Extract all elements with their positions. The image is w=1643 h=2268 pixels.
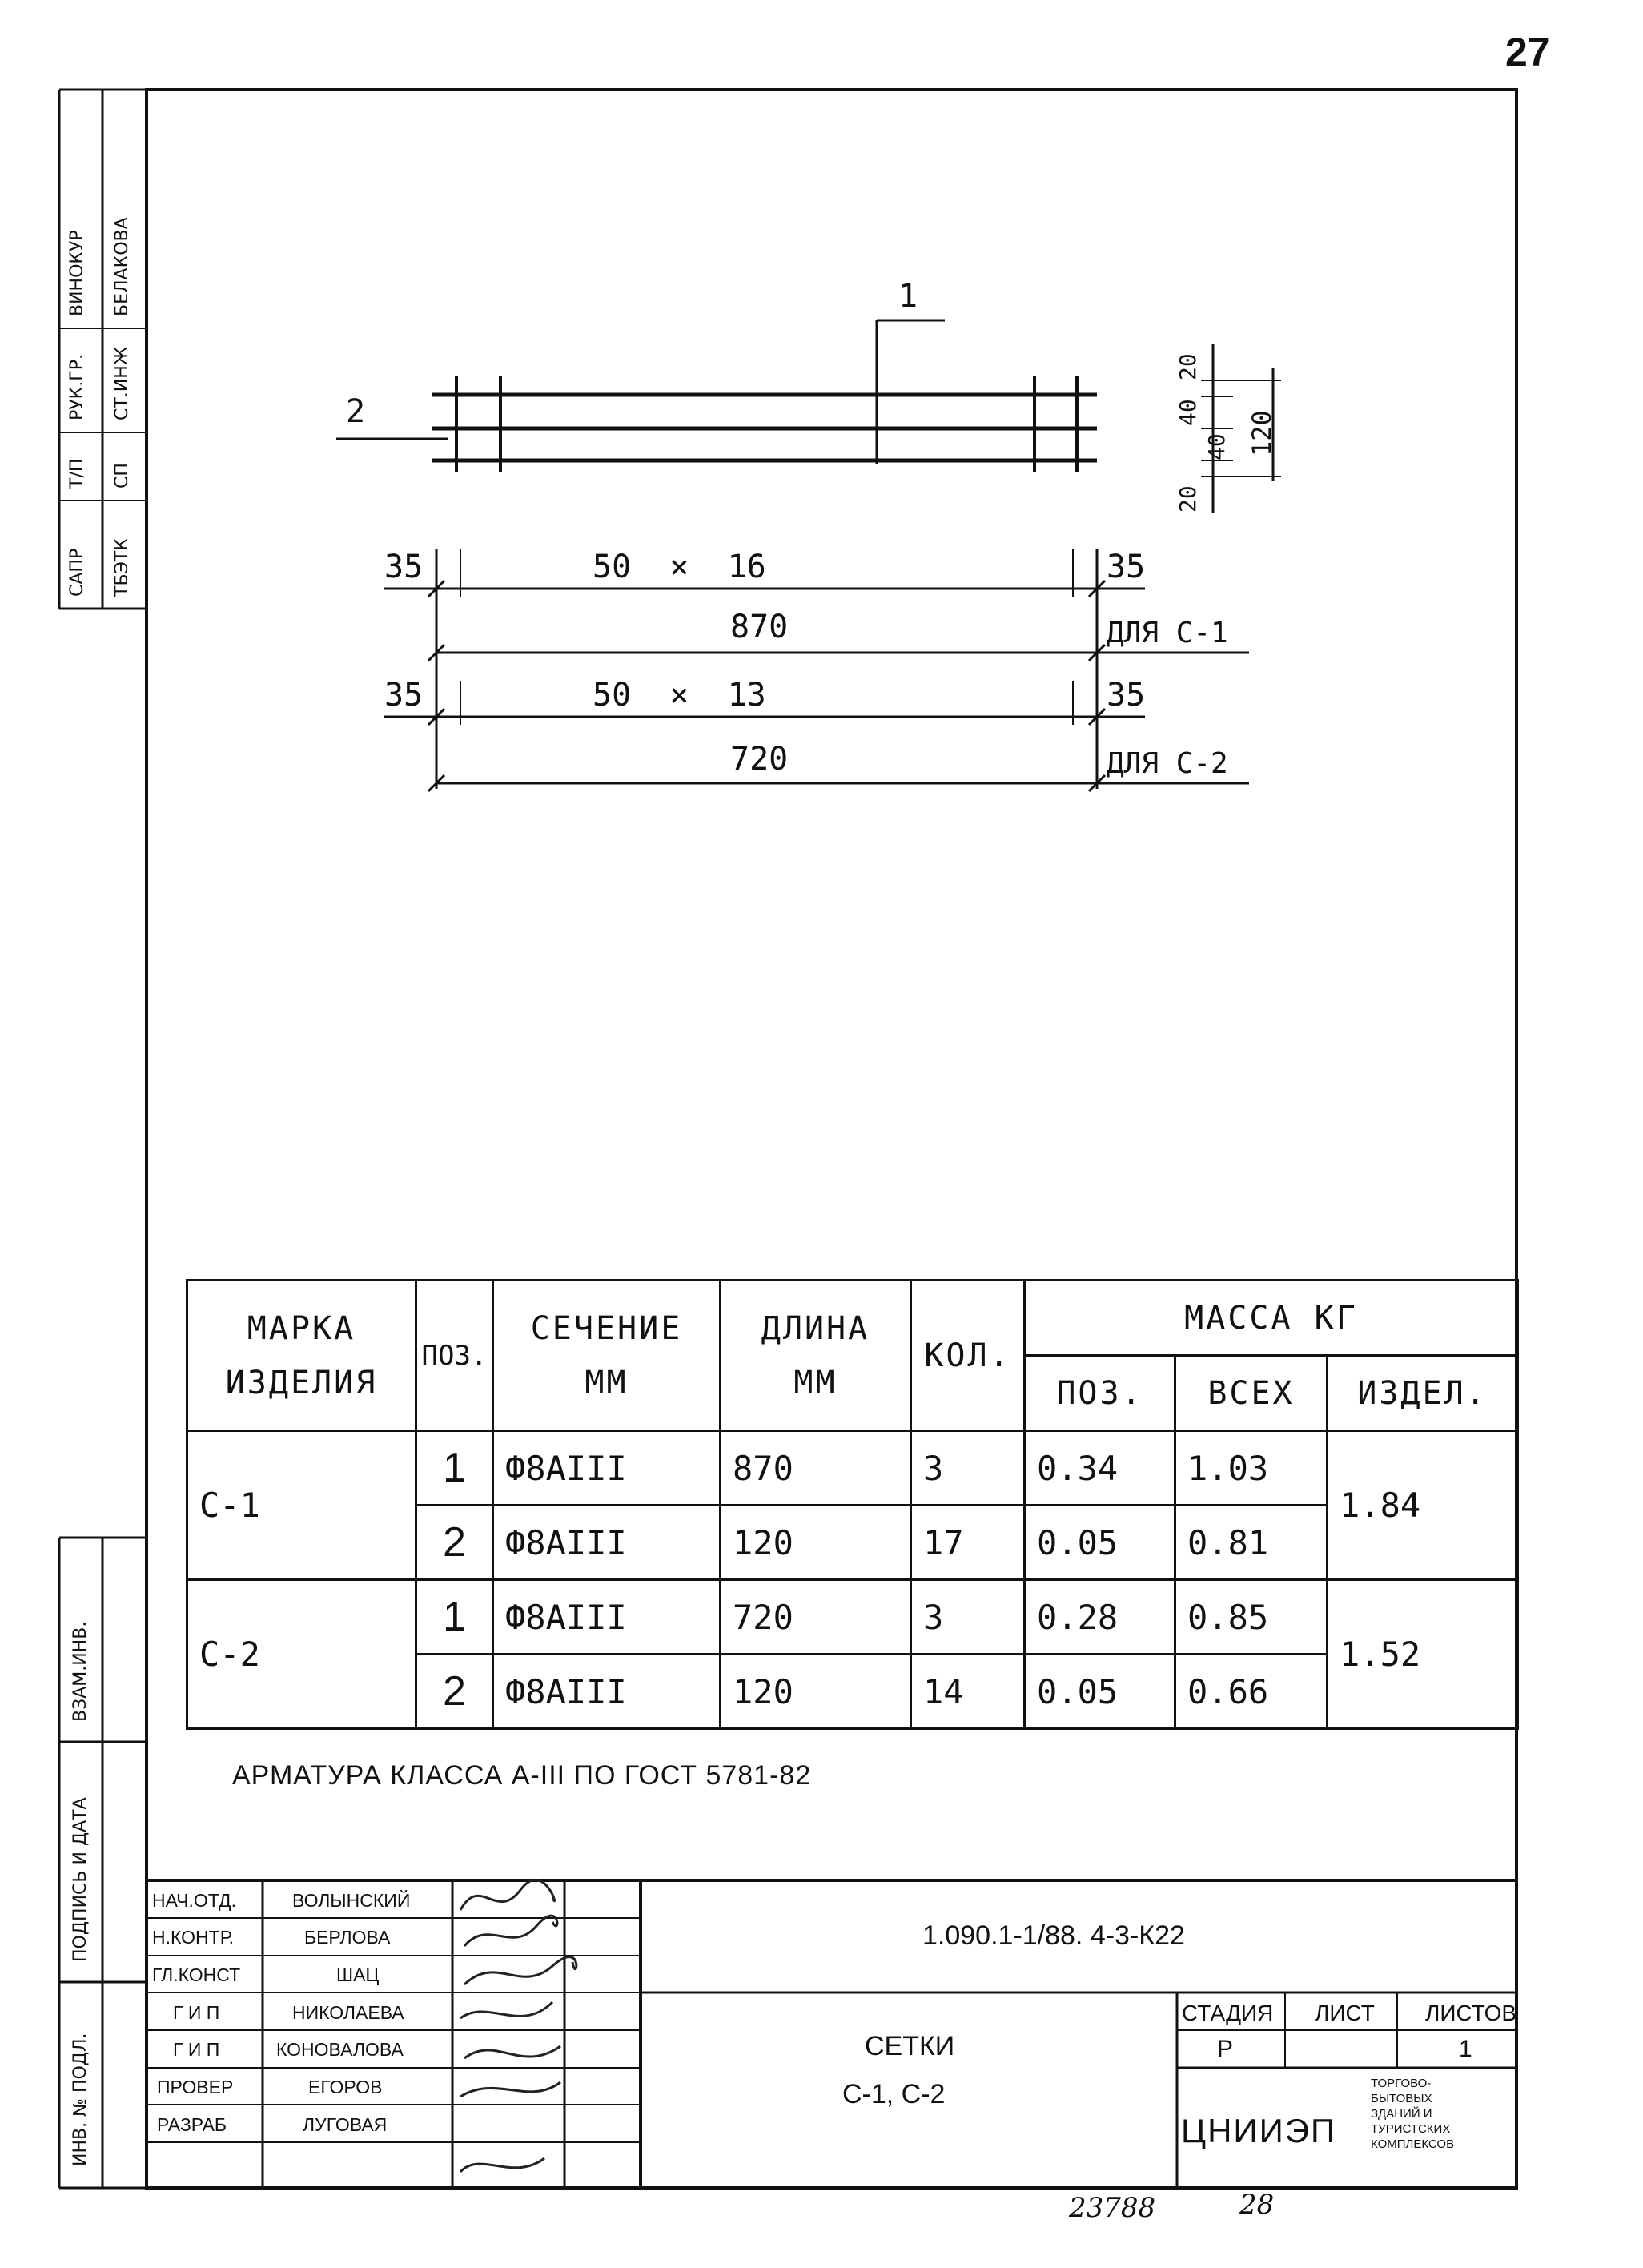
dim-total: 720 (730, 741, 789, 778)
callout-1: 1 (898, 278, 918, 315)
stamp-text: Т/П (67, 458, 87, 489)
stamp-text: БЕЛАКОВА (112, 217, 132, 316)
person-name: БЕРЛОВА (304, 1927, 391, 1948)
section-cell: Ф8АIII (493, 1655, 721, 1729)
stamp-text: СП (112, 463, 132, 489)
length-cell: 120 (721, 1655, 911, 1729)
pos-cell: 2 (416, 1506, 493, 1580)
role-label: ПРОВЕР (157, 2077, 234, 2097)
header-length: ДЛИНА ММ (721, 1281, 911, 1431)
mass-pos-cell: 0.34 (1025, 1431, 1175, 1506)
header-mark: МАРКА ИЗДЕЛИЯ (187, 1281, 416, 1431)
dim-right-35: 35 (1107, 549, 1146, 585)
role-label: НАЧ.ОТД. (152, 1890, 237, 1911)
person-name: ШАЦ (336, 1964, 380, 1985)
header-mass: МАССА КГ (1025, 1281, 1518, 1356)
role-label: Г И П (173, 2039, 220, 2060)
dim-right-35: 35 (1107, 677, 1146, 714)
sheet-number: 27 (1505, 30, 1550, 74)
mass-item-cell: 1.84 (1328, 1431, 1518, 1580)
qty-cell: 17 (911, 1506, 1025, 1580)
dim-40-b: 40 (1203, 433, 1230, 460)
dim-40-a: 40 (1175, 399, 1201, 426)
header-qty: КОЛ. (911, 1281, 1025, 1431)
stage-label: СТАДИЯ (1182, 2001, 1274, 2025)
mark-cell: С-1 (187, 1431, 416, 1580)
dim-20-top: 20 (1175, 353, 1201, 380)
organization: ЦНИИЭП (1181, 2112, 1337, 2149)
sheets-value: 1 (1459, 2036, 1472, 2062)
header-mass-pos: ПОЗ. (1025, 1356, 1175, 1431)
inventory-number: 23788 (1069, 2192, 1156, 2224)
mass-pos-cell: 0.05 (1025, 1655, 1175, 1729)
mass-all-cell: 0.66 (1175, 1655, 1328, 1729)
stamp-text: СТ.ИНЖ (112, 346, 132, 420)
mark-cell: С-2 (187, 1580, 416, 1729)
stamp-text: ВИНОКУР (67, 230, 87, 316)
organization-description: ТОРГОВО- БЫТОВЫХ ЗДАНИЙ И ТУРИСТСКИХ КОМПЛЕКСОВ (1371, 2077, 1455, 2151)
mass-pos-cell: 0.28 (1025, 1580, 1175, 1655)
stamp-text: ПОДПИСЬ И ДАТА (70, 1797, 90, 1962)
pos-cell: 1 (416, 1580, 493, 1655)
mass-all-cell: 0.85 (1175, 1580, 1328, 1655)
length-cell: 120 (721, 1506, 911, 1580)
qty-cell: 3 (911, 1580, 1025, 1655)
stamp-text: ИНВ. № ПОДЛ. (70, 2033, 90, 2166)
role-label: ГЛ.КОНСТ (152, 1964, 241, 1985)
dim-note: ДЛЯ С-1 (1107, 617, 1228, 649)
mass-item-cell: 1.52 (1328, 1580, 1518, 1729)
length-cell: 720 (721, 1580, 911, 1655)
person-name: НИКОЛАЕВА (292, 2002, 404, 2023)
table-row (187, 1580, 1518, 1655)
role-label: Н.КОНТР. (152, 1927, 235, 1948)
drawing-title: СЕТКИ (865, 2031, 955, 2061)
reinforcement-note: АРМАТУРА КЛАССА А-III ПО ГОСТ 5781-82 (232, 1760, 812, 1791)
table-row (187, 1431, 1518, 1506)
dim-120: 120 (1247, 410, 1277, 456)
specification-table (186, 1279, 1519, 1730)
header-mass-all: ВСЕХ (1175, 1356, 1328, 1431)
signatures (460, 1880, 576, 2172)
person-name: КОНОВАЛОВА (276, 2039, 404, 2060)
header-section: СЕЧЕНИЕ ММ (493, 1281, 721, 1431)
section-cell: Ф8АIII (493, 1506, 721, 1580)
qty-cell: 3 (911, 1431, 1025, 1506)
mass-all-cell: 0.81 (1175, 1506, 1328, 1580)
person-name: ЕГОРОВ (308, 2077, 383, 2097)
dim-spacing: 50 × 13 (593, 677, 766, 714)
mass-all-cell: 1.03 (1175, 1431, 1328, 1506)
dim-left-35: 35 (384, 677, 424, 714)
page-number: 28 (1239, 2189, 1275, 2221)
section-cell: Ф8АIII (493, 1580, 721, 1655)
sheets-label: ЛИСТОВ (1425, 2001, 1517, 2025)
callout-2: 2 (346, 393, 366, 430)
dim-20-bottom: 20 (1175, 485, 1201, 513)
document-code: 1.090.1-1/88. 4-3-К22 (922, 1920, 1185, 1951)
dim-total: 870 (730, 609, 789, 645)
dim-spacing: 50 × 16 (593, 549, 766, 585)
stamp-text: ТБЭТК (112, 538, 132, 597)
mass-pos-cell: 0.05 (1025, 1506, 1175, 1580)
person-name: ВОЛЫНСКИЙ (292, 1890, 411, 1911)
role-label: РАЗРАБ (157, 2114, 227, 2135)
role-label: Г И П (173, 2002, 220, 2023)
dim-note: ДЛЯ С-2 (1107, 747, 1228, 780)
stamp-text: ВЗАМ.ИНВ. (70, 1621, 90, 1722)
length-cell: 870 (721, 1431, 911, 1506)
qty-cell: 14 (911, 1655, 1025, 1729)
sheet-label: ЛИСТ (1315, 2001, 1375, 2025)
person-name: ЛУГОВАЯ (303, 2114, 388, 2135)
stamp-text: САПР (67, 548, 87, 597)
stage-value: Р (1217, 2036, 1234, 2062)
stamp-text: РУК.ГР. (67, 354, 87, 420)
pos-cell: 2 (416, 1655, 493, 1729)
drawing-subtitle: С-1, С-2 (842, 2079, 946, 2109)
header-pos: ПОЗ. (416, 1281, 493, 1431)
dim-left-35: 35 (384, 549, 424, 585)
section-cell: Ф8АIII (493, 1431, 721, 1506)
header-mass-item: ИЗДЕЛ. (1328, 1356, 1518, 1431)
pos-cell: 1 (416, 1431, 493, 1506)
